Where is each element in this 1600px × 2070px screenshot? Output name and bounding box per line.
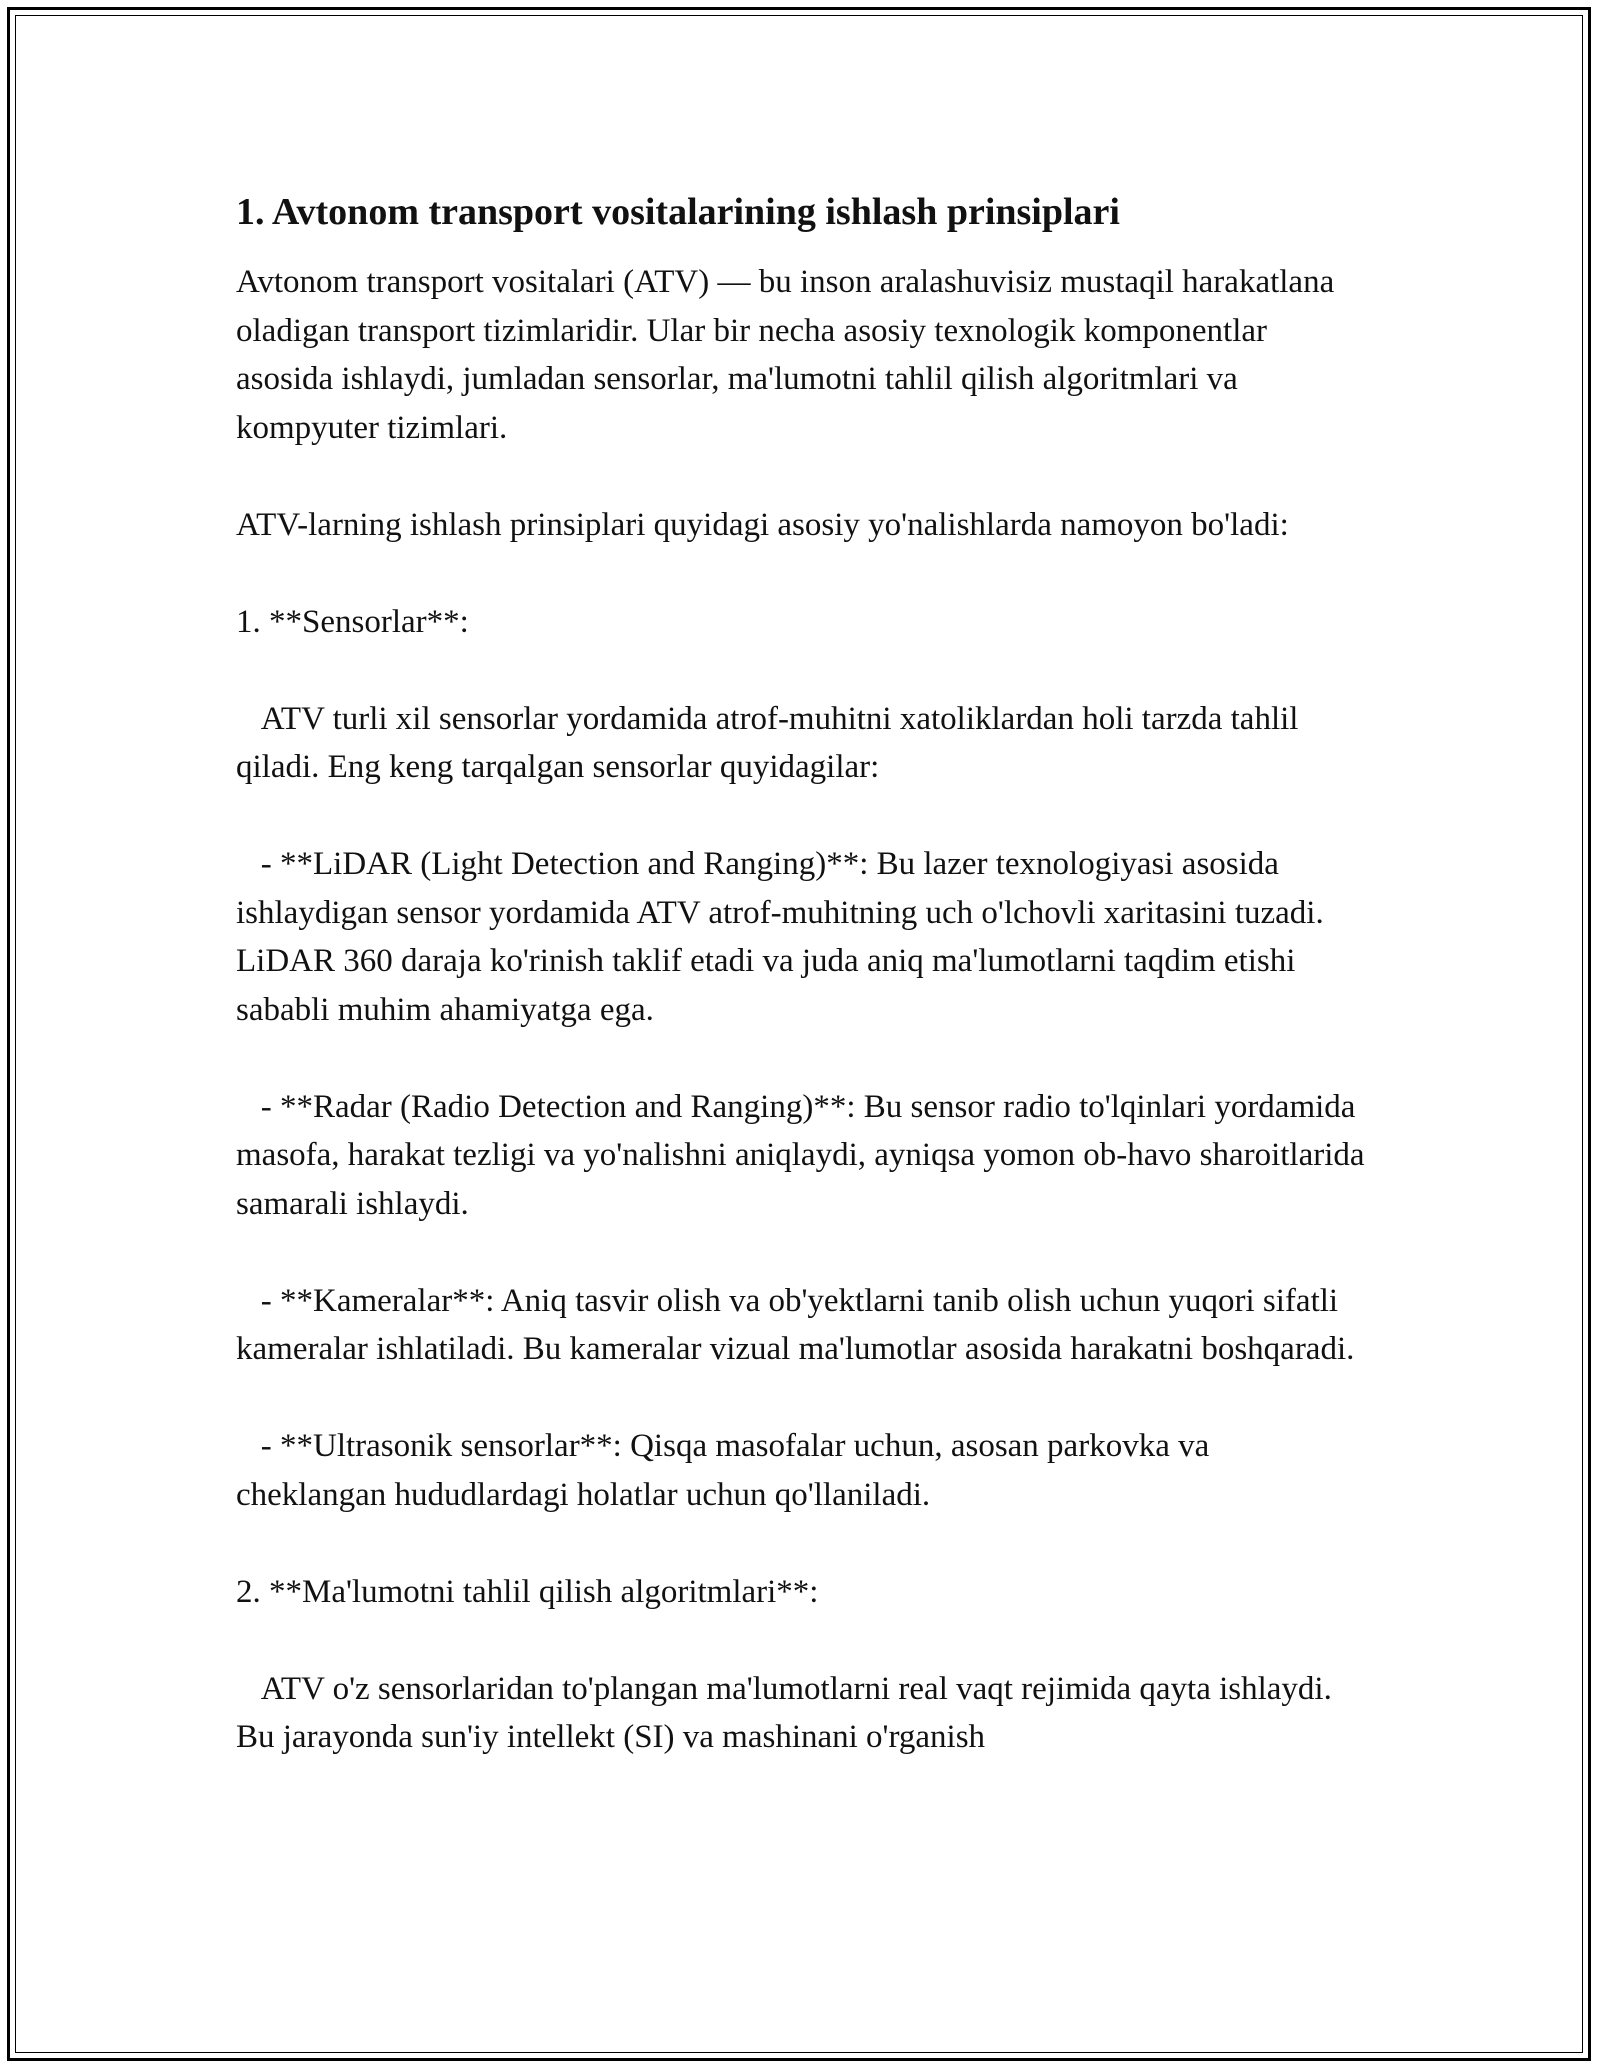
paragraph-spacer (236, 549, 1366, 598)
list-item-sensors-heading: 1. **Sensorlar**: (236, 603, 469, 640)
paragraph-spacer (236, 1519, 1366, 1568)
paragraph-spacer (236, 646, 1366, 695)
paragraph-spacer (236, 1228, 1366, 1277)
lidar-bullet-paragraph: - **LiDAR (Light Detection and Ranging)**: Bu lazer texnologiyasi asosida ishlaydigan sensor yordamida ATV atrof-muhitning uch o'lchovli xaritasini tuzadi. LiDAR 360 daraja ko'rinish taklif etadi va juda aniq ma'lumotlarni taqdim etishi sababli muhim ahamiyatga ega. (236, 846, 1332, 1028)
document-body (236, 188, 1373, 1762)
paragraph-spacer (236, 792, 1366, 841)
paragraph-spacer (236, 1616, 1366, 1665)
paragraph-spacer (236, 1034, 1366, 1083)
radar-bullet-paragraph: - **Radar (Radio Detection and Ranging)**: Bu sensor radio to'lqinlari yordamida masofa, harakat tezligi va yo'nalishni aniqlaydi, ayniqsa yomon ob-havo sharoitlarida samarali ishlaydi. (236, 1088, 1373, 1222)
principles-intro-paragraph: ATV-larning ishlash prinsiplari quyidagi asosiy yo'nalishlarda namoyon bo'ladi: (236, 506, 1289, 543)
paragraph-spacer (236, 452, 1366, 501)
paragraph-spacer (236, 1374, 1366, 1423)
sensors-description-paragraph: ATV turli xil sensorlar yordamida atrof-muhitni xatoliklardan holi tarzda tahlil qiladi. Eng keng tarqalgan sensorlar quyidagilar: (236, 700, 1307, 785)
ultrasonic-bullet-paragraph: - **Ultrasonik sensorlar**: Qisqa masofalar uchun, asosan parkovka va cheklangan hududlardagi holatlar uchun qo'llaniladi. (236, 1428, 1218, 1513)
algorithms-description-paragraph: ATV o'z sensorlaridan to'plangan ma'lumotlarni real vaqt rejimida qayta ishlaydi. Bu jarayonda sun'iy intellekt (SI) va mashinani o'rganish (236, 1670, 1341, 1755)
list-item-algorithms-heading: 2. **Ma'lumotni tahlil qilish algoritmlari**: (236, 1573, 819, 1610)
section-heading: 1. Avtonom transport vositalarining ishlash prinsiplari (236, 191, 1120, 233)
intro-paragraph: Avtonom transport vositalari (ATV) — bu inson aralashuvisiz mustaqil harakatlana oladigan transport tizimlaridir. Ular bir necha asosiy texnologik komponentlar asosida ishlaydi, jumladan sensorlar, ma'lumotni tahlil qilish algoritmlari va kompyuter tizimlari. (236, 264, 1343, 446)
cameras-bullet-paragraph: - **Kameralar**: Aniq tasvir olish va ob'yektlarni tanib olish uchun yuqori sifatli kameralar ishlatiladi. Bu kameralar vizual ma'lumotlar asosida harakatni boshqaradi. (236, 1282, 1355, 1367)
